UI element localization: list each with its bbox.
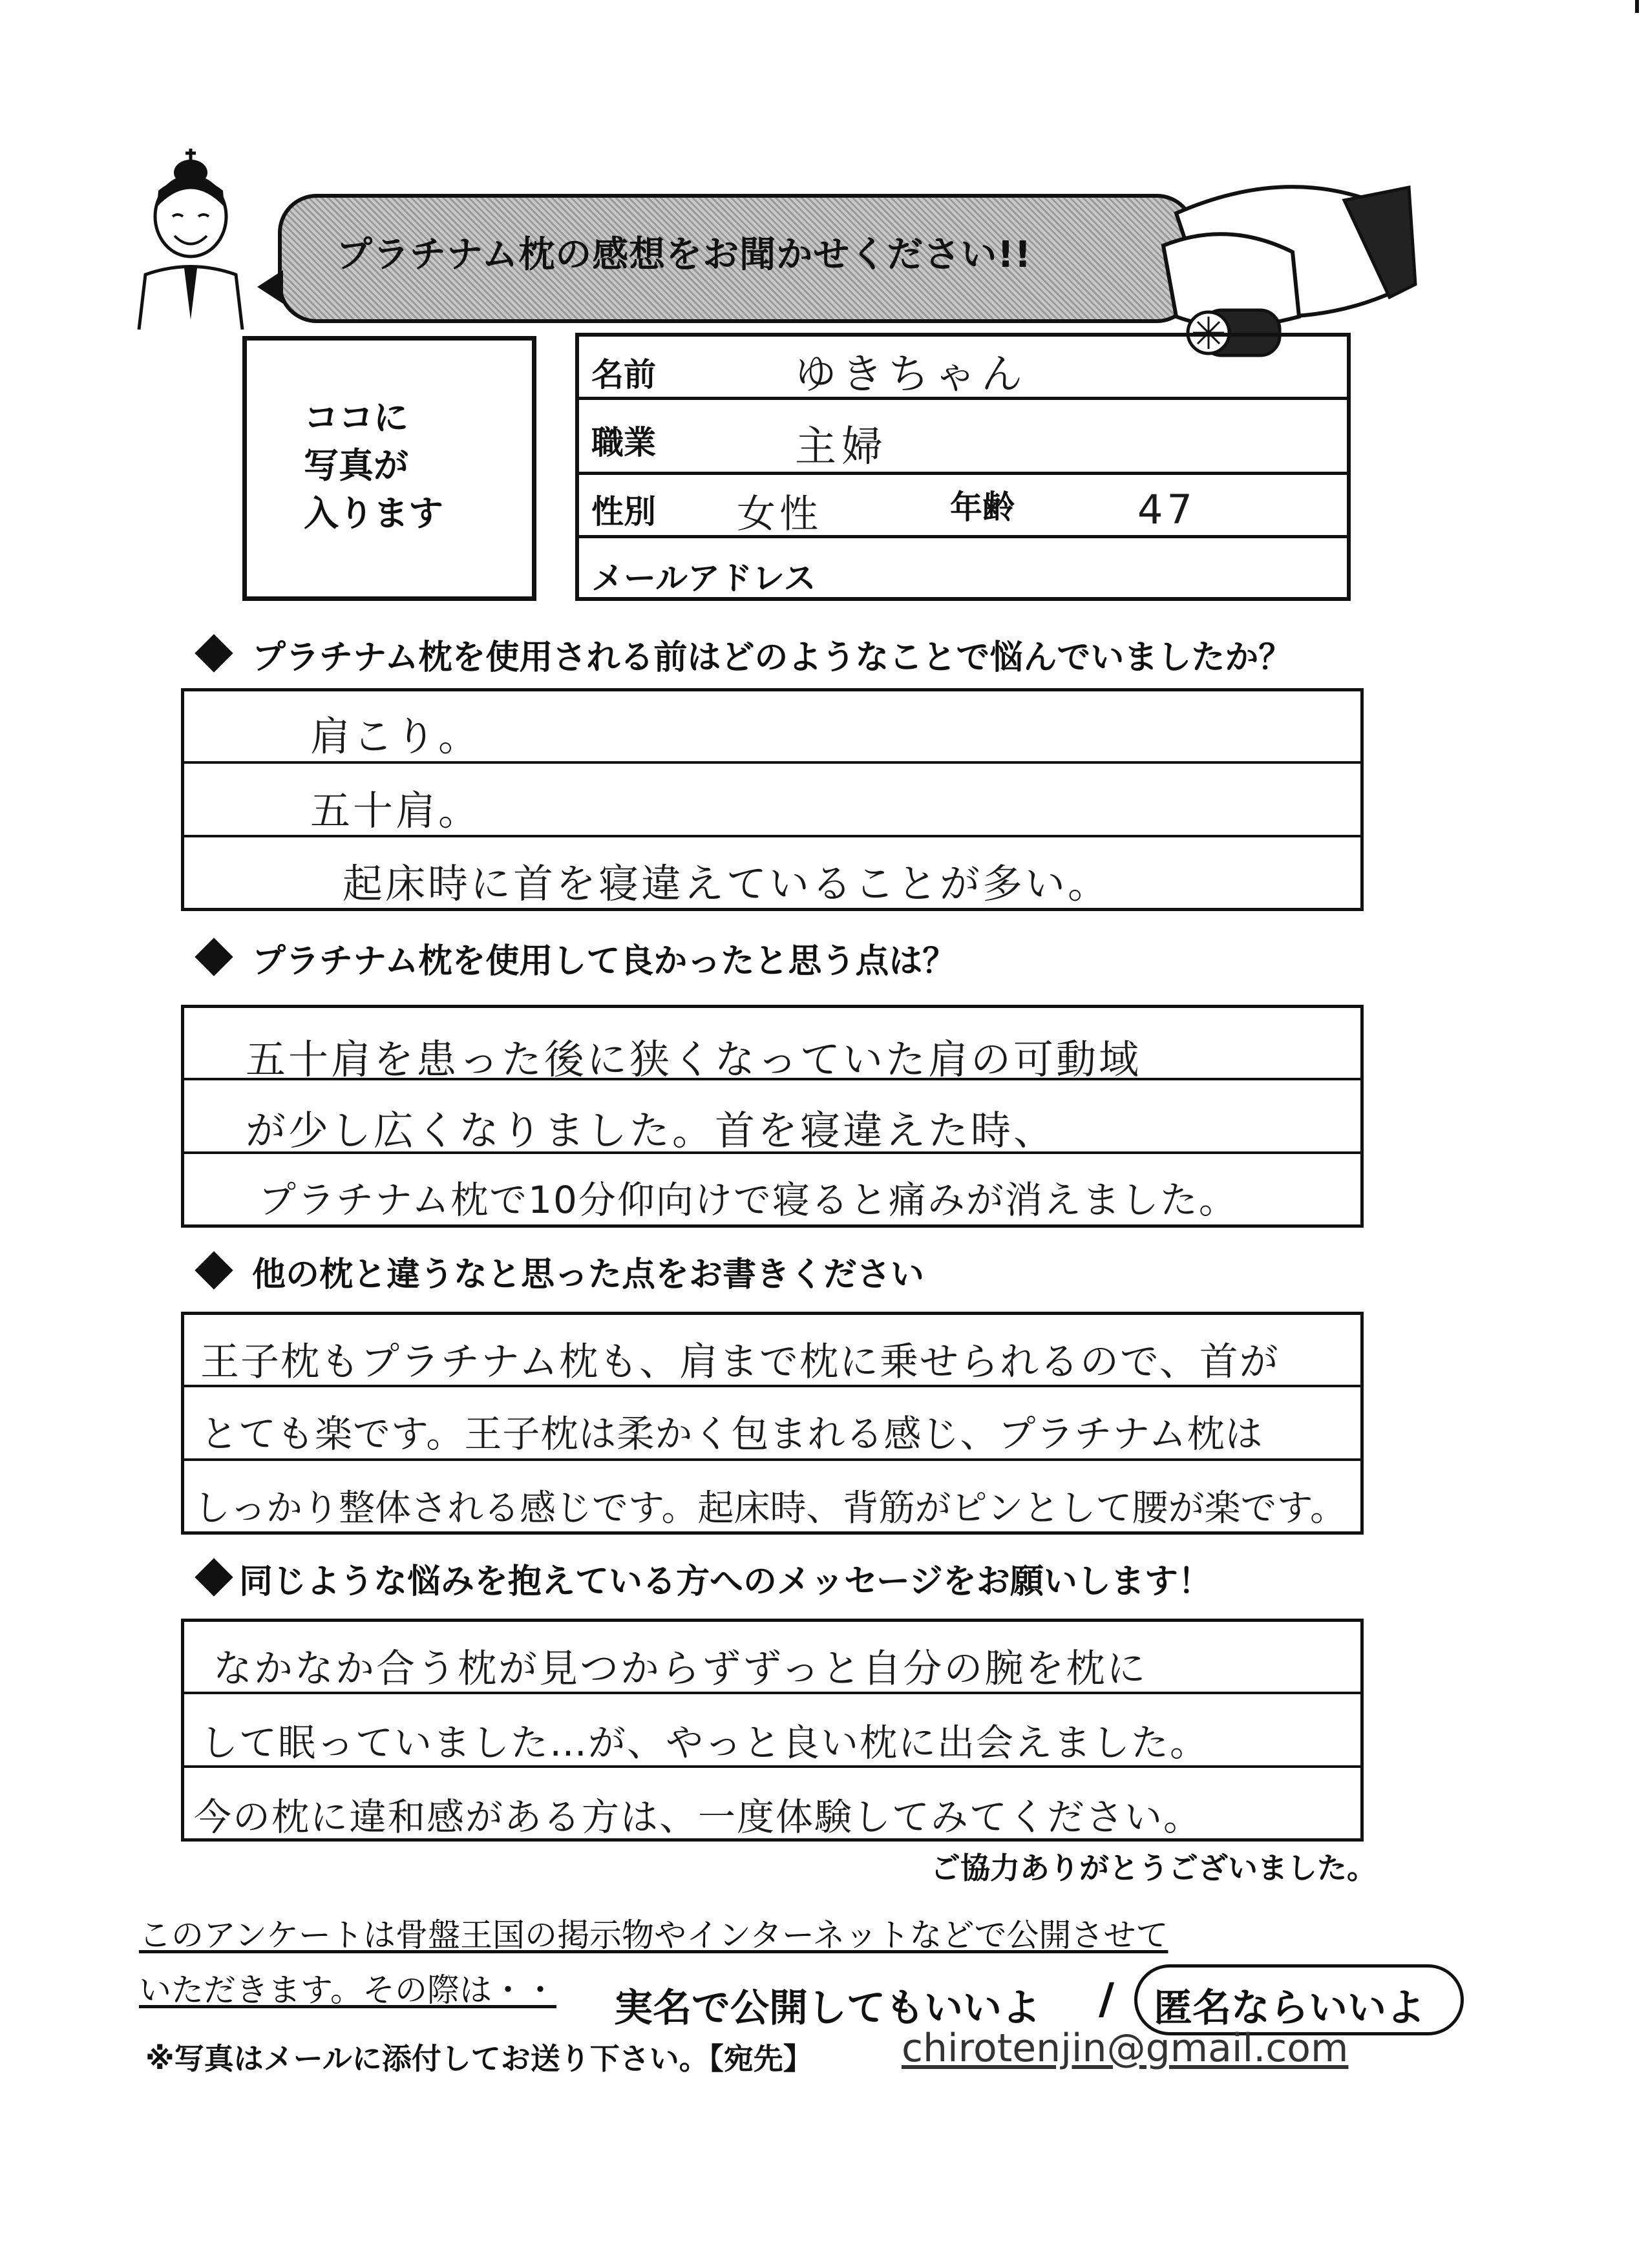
info-divider bbox=[575, 535, 1351, 538]
mascot-illustration bbox=[126, 145, 268, 330]
job-value: 主婦 bbox=[795, 423, 888, 471]
email-address-link[interactable]: chirotenjin@gmail.com bbox=[902, 2026, 1349, 2071]
question-heading: 同じような悩みを抱えている方へのメッセージをお願いします！ bbox=[239, 1562, 1212, 1601]
age-value: 47 bbox=[1137, 486, 1196, 533]
answer-line: 起床時に首を寝違えていることが多い。 bbox=[343, 860, 1111, 907]
diamond-bullet-icon bbox=[195, 938, 233, 976]
photo-placeholder-line: 入ります bbox=[304, 493, 443, 534]
question-heading: プラチナム枕を使用して良かったと思う点は？ bbox=[252, 942, 956, 981]
question-heading: 他の枕と違うなと思った点をお書きください bbox=[252, 1255, 925, 1294]
answer-line: プラチナム枕で10分仰向けで寝ると痛みが消えました。 bbox=[259, 1178, 1238, 1222]
option-separator: / bbox=[1099, 1974, 1115, 2024]
answer-line: しっかり整体される感じです。起床時、背筋がピンとして腰が楽です。 bbox=[194, 1487, 1347, 1529]
banner-pointer bbox=[257, 270, 283, 304]
answer-line: 五十肩。 bbox=[310, 787, 481, 834]
answer-line: して眠っていました…が、やっと良い枕に出会えました。 bbox=[200, 1721, 1209, 1765]
name-label: 名前 bbox=[591, 356, 656, 394]
answer-line: 王子枕もプラチナム枕も、肩まで枕に乗せられるので、首が bbox=[200, 1339, 1280, 1385]
option-real-name[interactable]: 実名で公開してもいいよ bbox=[614, 1986, 1041, 2031]
gender-label: 性別 bbox=[591, 493, 656, 530]
diamond-bullet-icon bbox=[195, 1558, 233, 1596]
publish-notice: このアンケートは骨盤王国の掲示物やインターネットなどで公開させて bbox=[139, 1916, 1168, 1954]
answer-line: 肩こり。 bbox=[310, 713, 481, 760]
page-title: プラチナム枕の感想をお聞かせください!! bbox=[336, 234, 1032, 276]
name-value: ゆきちゃん bbox=[795, 351, 1028, 399]
publish-notice: いただきます。その際は・・ bbox=[139, 1971, 556, 2009]
answer-line: 今の枕に違和感がある方は、一度体験してみてください。 bbox=[194, 1795, 1203, 1839]
info-divider bbox=[575, 472, 1351, 475]
scan-edge-mark bbox=[1635, 0, 1639, 13]
gender-value: 女性 bbox=[737, 492, 822, 537]
answer-line: なかなか合う枕が見つからずずっと自分の腕を枕に bbox=[213, 1646, 1148, 1692]
photo-placeholder-text bbox=[304, 394, 443, 538]
photo-placeholder-line: ココに bbox=[304, 397, 408, 438]
option-anonymous[interactable]: 匿名ならいいよ bbox=[1154, 1986, 1425, 2031]
job-label: 職業 bbox=[591, 424, 656, 461]
answer-line: とても楽です。王子枕は柔かく包まれる感じ、プラチナム枕は bbox=[200, 1412, 1263, 1456]
age-label: 年齢 bbox=[950, 488, 1015, 526]
answer-rule bbox=[181, 1458, 1364, 1461]
email-label: メールアドレス bbox=[591, 560, 816, 597]
thanks-text: ご協力ありがとうございました。 bbox=[931, 1851, 1377, 1885]
photo-email-note: ※写真はメールに添付してお送り下さい。【宛先】 bbox=[145, 2041, 813, 2076]
answer-line: 五十肩を患った後に狭くなっていた肩の可動域 bbox=[246, 1036, 1142, 1083]
photo-placeholder-line: 写真が bbox=[304, 445, 408, 486]
diamond-bullet-icon bbox=[195, 634, 233, 672]
answer-line: が少し広くなりました。首を寝違えた時、 bbox=[246, 1107, 1057, 1154]
diamond-bullet-icon bbox=[195, 1251, 233, 1289]
question-heading: プラチナム枕を使用される前はどのようなことで悩んでいましたか？ bbox=[252, 638, 1293, 677]
